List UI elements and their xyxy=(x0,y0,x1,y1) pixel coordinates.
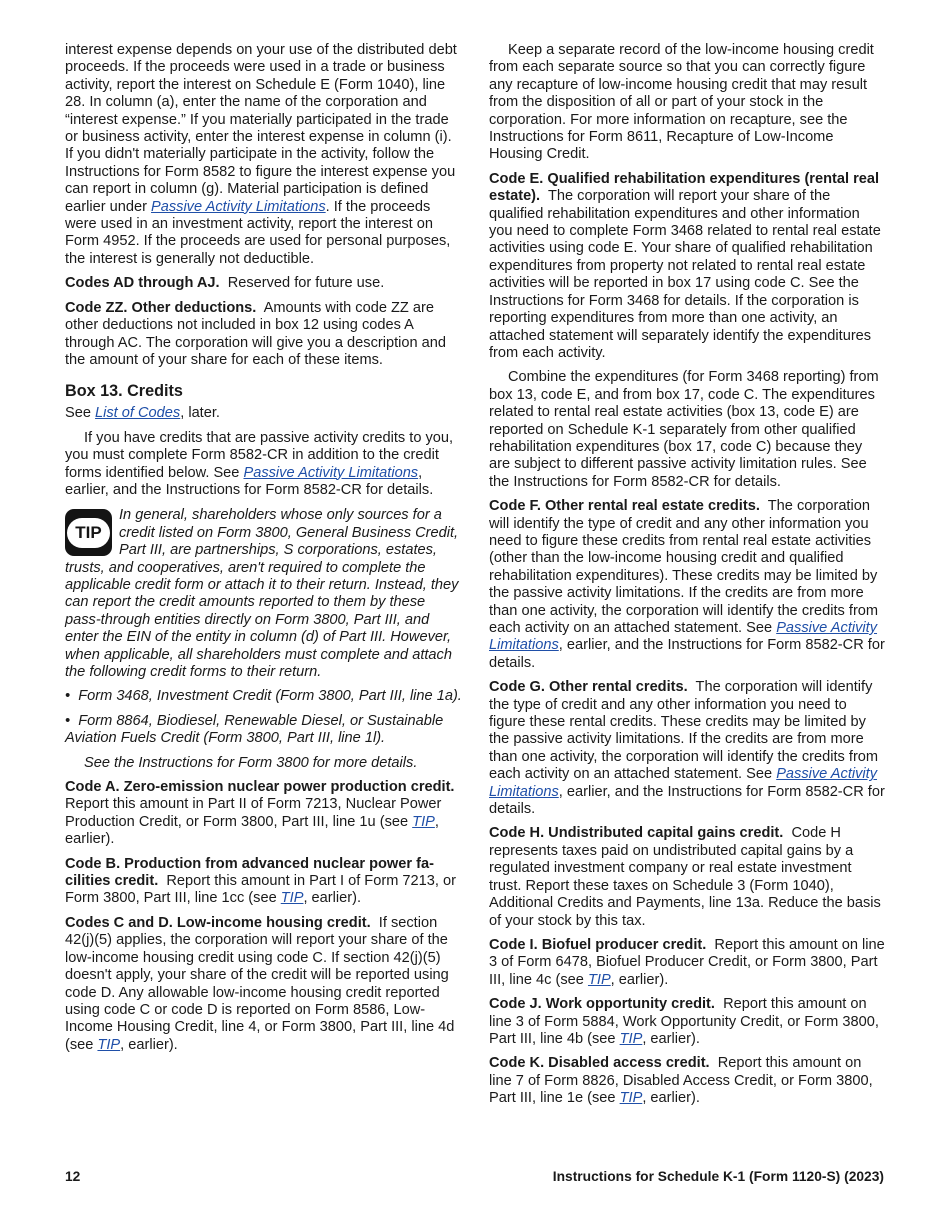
text: Report this amount on line 3 of Form 5884, Work Opportunity Credit, or Form 3800, Part III, line 4b (see xyxy=(489,996,879,1047)
passive-activity-link[interactable]: Passive Activity Limitations xyxy=(151,198,326,215)
code-i xyxy=(489,937,886,989)
tip-icon-label: TIP xyxy=(67,518,110,548)
page-number: 12 xyxy=(65,1169,81,1184)
text: , earlier). xyxy=(120,1036,178,1053)
right-column xyxy=(489,42,886,1115)
code-heading: Code H. Undistributed capital gains credit. xyxy=(489,825,784,842)
code-heading: Code I. Biofuel producer credit. xyxy=(489,936,707,953)
code-heading: Code E. Qualified rehabilitation expenditures (rental real estate). xyxy=(489,170,880,205)
code-heading: Code ZZ. Other deductions. xyxy=(65,299,257,316)
tip-see-more: See the Instructions for Form 3800 for more details. xyxy=(84,754,418,771)
text: Amounts with code ZZ are other deductions not included in box 12 using codes A through AC. The corporation will give you a description and the amount of your share for each of these items. xyxy=(65,299,447,368)
text: , earlier). xyxy=(65,813,439,848)
combine-expenditures-paragraph: Combine the expenditures (for Form 3468 reporting) from box 13, code E, and from box 17, code C. The expenditures related to rental real estate activities (box 13, code E) are reported on Schedule K-1 separately from other qualified rehabilitation expenditures (box 17, code C) because they are subject to different passive activity limitation rules. See the Instructions for Form 8582-CR for details. xyxy=(489,369,879,490)
text: Report this amount on line 7 of Form 8826, Disabled Access Credit, or Form 3800, Part III, line 1e (see xyxy=(489,1055,873,1107)
text: Report this amount on line 3 of Form 6478, Biofuel Producer Credit, or Form 3800, Part III, line 4c (see xyxy=(489,936,885,988)
code-j xyxy=(489,996,886,1048)
tip-box xyxy=(65,507,462,772)
tip-icon xyxy=(65,509,112,556)
text: If you have credits that are passive activity credits to you, you must complete Form 8582-CR in addition to the credit forms identified below. See xyxy=(65,429,454,481)
passive-credits-paragraph xyxy=(65,430,462,500)
code-g xyxy=(489,679,886,818)
passive-activity-link[interactable]: Passive Activity Limitations xyxy=(489,766,878,800)
tip-link[interactable]: TIP xyxy=(619,1090,643,1107)
text: , earlier, and the Instructions for Form 8582-CR for details. xyxy=(65,464,434,498)
text: , earlier, and the Instructions for Form 8582-CR for details. xyxy=(489,783,885,818)
code-heading: Code B. Production from advanced nuclear power facilities credit. xyxy=(65,855,434,890)
code-k xyxy=(489,1055,886,1107)
tip-link[interactable]: TIP xyxy=(280,890,304,907)
code-heading: Code A. Zero-emission nuclear power production credit. xyxy=(65,779,455,796)
tip-link[interactable]: TIP xyxy=(587,971,611,988)
code-heading: Code G. Other rental credits. xyxy=(489,679,688,696)
text: Form 3468, Investment Credit (Form 3800, Part III, line 1a). xyxy=(78,688,462,705)
list-of-codes-link[interactable]: List of Codes xyxy=(95,405,181,422)
code-heading: Code K. Disabled access credit. xyxy=(489,1055,710,1072)
text: Report this amount in Part II of Form 7213, Nuclear Power Production Credit, or Form 3800, Part III, line 1u (see xyxy=(65,796,442,830)
interest-expense-paragraph xyxy=(65,42,462,268)
code-a xyxy=(65,779,462,849)
passive-activity-link[interactable]: Passive Activity Limitations xyxy=(489,620,878,654)
footer-title: Instructions for Schedule K-1 (Form 1120-S) (2023) xyxy=(552,1169,884,1184)
text: interest expense depends on your use of the distributed debt proceeds. If the proceeds were used in a trade or business activity, report the interest on Schedule E (Form 1040), line 28. In column (a), enter the name of the corporation and “interest expense.” If you materially participated in the trade or business activity, enter the interest expense in column (i). If you didn't materially participate in the activity, follow the Instructions for Form 8582 to figure the interest expense you can report in column (g). Material participation is defined earlier under xyxy=(65,42,457,215)
code-h xyxy=(489,825,886,929)
code-heading: Code J. Work opportunity credit. xyxy=(489,996,715,1013)
code-heading: Codes AD through AJ. xyxy=(65,275,220,292)
code-f xyxy=(489,498,886,672)
text: If section 42(j)(5) applies, the corporation will report your share of the low-income housing credit using code C. If section 42(j)(5) doesn't apply, your share of the credit will be reported using code D. Any allowable low-income housing credit reported using code C or code D is reported on Form 8586, Low-Income Housing Credit, line 4, or Form 3800, Part III, line 4d (see xyxy=(65,914,455,1053)
tip-link[interactable]: TIP xyxy=(619,1030,643,1047)
tip-text: In general, shareholders whose only sources for a credit listed on Form 3800, General Business Credit, Part III, are partnerships, S corporations, estates, trusts, and cooperatives, aren't required to complete the applicable credit form or attach it to their return. Instead, they can report the credit amounts reported to them by these pass-through entities directly on Form 3800, Part III, and enter the EIN of the entity in column (d) of Part III. However, when applicable, all shareholders must complete and attach the following credit forms to their return. xyxy=(65,507,459,680)
code-heading: Code F. Other rental real estate credits. xyxy=(489,498,760,515)
text: Code H represents taxes paid on undistributed capital gains by a regulated investment company or real estate investment trust. Report these taxes on Schedule 3 (Form 1040), Additional Credits and Payments, line 13a. Reduce the basis of your stock by this tax. xyxy=(489,825,881,929)
text: The corporation will report your share of the qualified rehabilitation expenditures and other information you need to complete Form 3468 related to rental real estate activities using code E. Your share of qualified rehabilitation expenditures from property not related to rental real estate activities will be reported in box 17 using code C. See the Instructions for Form 3468 for details. If the corporation is reporting expenditures from more than one activity, an attached statement will separately identify the expenditures from each activity. xyxy=(489,188,881,361)
tip-bullet: • Form 8864, Biodiesel, Renewable Diesel, or Sustainable Aviation Fuels Credit (Form 3800, Part III, line 1l). xyxy=(65,712,444,747)
code-zz xyxy=(65,300,462,370)
tip-link[interactable]: TIP xyxy=(412,813,435,830)
text: Report this amount in Part I of Form 7213, or Form 3800, Part III, line 1cc (see xyxy=(65,873,456,907)
code-heading: Codes C and D. Low-income housing credit. xyxy=(65,914,371,931)
text: , earlier). xyxy=(642,1030,700,1047)
code-b xyxy=(65,856,462,908)
tip-link[interactable]: TIP xyxy=(97,1036,121,1053)
text: , earlier). xyxy=(303,890,362,907)
text: . If the proceeds were used in an investment activity, report the interest on Form 4952. If the proceeds are used for personal purposes, the interest is generally not deductible. xyxy=(65,198,451,267)
codes-c-d xyxy=(65,915,462,1054)
passive-activity-link[interactable]: Passive Activity Limitations xyxy=(243,464,419,481)
codes-ad-aj xyxy=(65,275,462,292)
see-list-of-codes xyxy=(65,405,462,422)
text: The corporation will identify the type of credit and any other information you need to figure these credits from rental real estate activities (other than the low-income housing credit and qualified rehabilitation expenditures). These credits may be limited by the passive activity limitations. If the credits are from more than one activity, the corporation will identify the credits from each activity on an attached statement. See xyxy=(489,498,879,636)
text: See xyxy=(65,405,96,422)
box13-heading: Box 13. Credits xyxy=(65,382,183,401)
text: , earlier). xyxy=(642,1090,700,1107)
text: , later. xyxy=(180,405,220,422)
text: Form 8864, Biodiesel, Renewable Diesel, or Sustainable Aviation Fuels Credit (Form 3800, Part III, line 1l). xyxy=(65,712,444,747)
code-e xyxy=(489,171,886,362)
text: Reserved for future use. xyxy=(227,275,385,292)
text: , earlier). xyxy=(610,971,669,988)
text: , earlier, and the Instructions for Form 8582-CR for details. xyxy=(489,637,885,671)
separate-record-paragraph: Keep a separate record of the low-income housing credit from each separate source so that you can correctly figure any recapture of low-income housing credit that may result from the disposition of all or part of your stock in the corporation. For more information on recapture, see the Instructions for Form 8611, Recapture of Low-Income Housing Credit. xyxy=(489,42,874,163)
left-column xyxy=(65,42,462,1061)
tip-bullet: • Form 3468, Investment Credit (Form 3800, Part III, line 1a). xyxy=(65,688,462,705)
text: The corporation will identify the type of credit and any other information you need to figure these rental credits. These credits may be limited by the passive activity limitations. If the credits are from more than one activity, the corporation will identify the credits from each activity on an attached statement. See xyxy=(489,679,879,783)
